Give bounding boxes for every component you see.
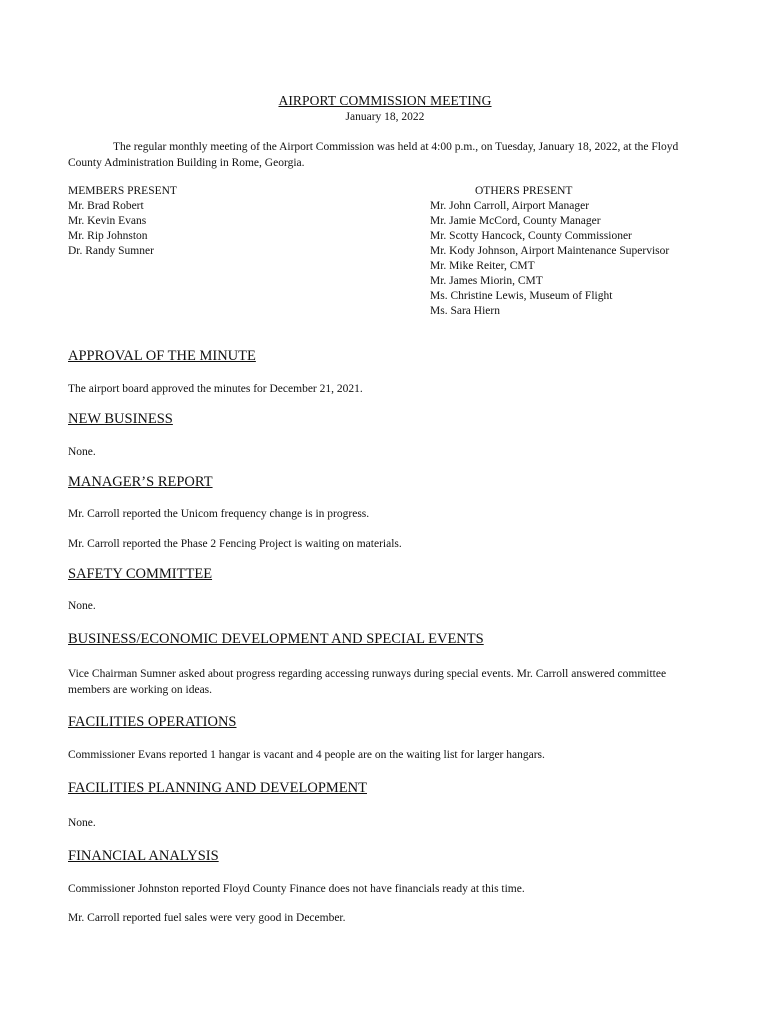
business-dev-heading: BUSINESS/ECONOMIC DEVELOPMENT AND SPECIAL EVENTS <box>68 631 484 647</box>
other-name: Mr. Kody Johnson, Airport Maintenance Supervisor <box>430 245 670 257</box>
intro-paragraph: The regular monthly meeting of the Airport Commission was held at 4:00 p.m., on Tuesday, January 18, 2022, at the Floyd County Administration Building in Rome, Georgia. <box>68 141 679 169</box>
managers-report-heading: MANAGER’S REPORT <box>68 474 213 490</box>
facilities-planning-text: None. <box>68 817 96 829</box>
others-present-heading: OTHERS PRESENT <box>475 185 573 197</box>
new-business-heading: NEW BUSINESS <box>68 411 173 427</box>
managers-report-text-2: Mr. Carroll reported the Phase 2 Fencing Project is waiting on materials. <box>68 538 402 550</box>
member-name: Mr. Brad Robert <box>68 200 144 212</box>
business-dev-text: Vice Chairman Sumner asked about progress regarding accessing runways during special events. Mr. Carroll answered committee members are working on ideas. <box>68 668 667 696</box>
new-business-text: None. <box>68 446 96 458</box>
facilities-ops-heading: FACILITIES OPERATIONS <box>68 714 237 730</box>
other-name: Mr. James Miorin, CMT <box>430 275 543 287</box>
managers-report-text-1: Mr. Carroll reported the Unicom frequency change is in progress. <box>68 508 370 520</box>
other-name: Mr. Scotty Hancock, County Commissioner <box>430 230 632 242</box>
approval-text: The airport board approved the minutes for December 21, 2021. <box>68 383 363 395</box>
other-name: Mr. Jamie McCord, County Manager <box>430 215 601 227</box>
others-present-list <box>430 184 730 319</box>
approval-heading: APPROVAL OF THE MINUTE <box>68 348 256 364</box>
safety-text: None. <box>68 600 96 612</box>
meeting-date: January 18, 2022 <box>345 111 425 123</box>
other-name: Mr. John Carroll, Airport Manager <box>430 200 590 212</box>
other-name: Ms. Sara Hiern <box>430 305 500 317</box>
member-name: Mr. Kevin Evans <box>68 215 147 227</box>
financial-text-1: Commissioner Johnston reported Floyd County Finance does not have financials ready at this time. <box>68 883 525 895</box>
financial-text-2: Mr. Carroll reported fuel sales were very good in December. <box>68 912 346 924</box>
other-name: Ms. Christine Lewis, Museum of Flight <box>430 290 613 302</box>
members-present-heading: MEMBERS PRESENT <box>68 185 177 197</box>
member-name: Dr. Randy Sumner <box>68 245 154 257</box>
members-present-list <box>68 184 368 259</box>
facilities-ops-text: Commissioner Evans reported 1 hangar is vacant and 4 people are on the waiting list for larger hangars. <box>68 749 545 761</box>
financial-heading: FINANCIAL ANALYSIS <box>68 848 219 864</box>
facilities-planning-heading: FACILITIES PLANNING AND DEVELOPMENT <box>68 780 367 796</box>
member-name: Mr. Rip Johnston <box>68 230 148 242</box>
other-name: Mr. Mike Reiter, CMT <box>430 260 535 272</box>
safety-heading: SAFETY COMMITTEE <box>68 566 213 582</box>
document-title: AIRPORT COMMISSION MEETING <box>278 93 492 108</box>
